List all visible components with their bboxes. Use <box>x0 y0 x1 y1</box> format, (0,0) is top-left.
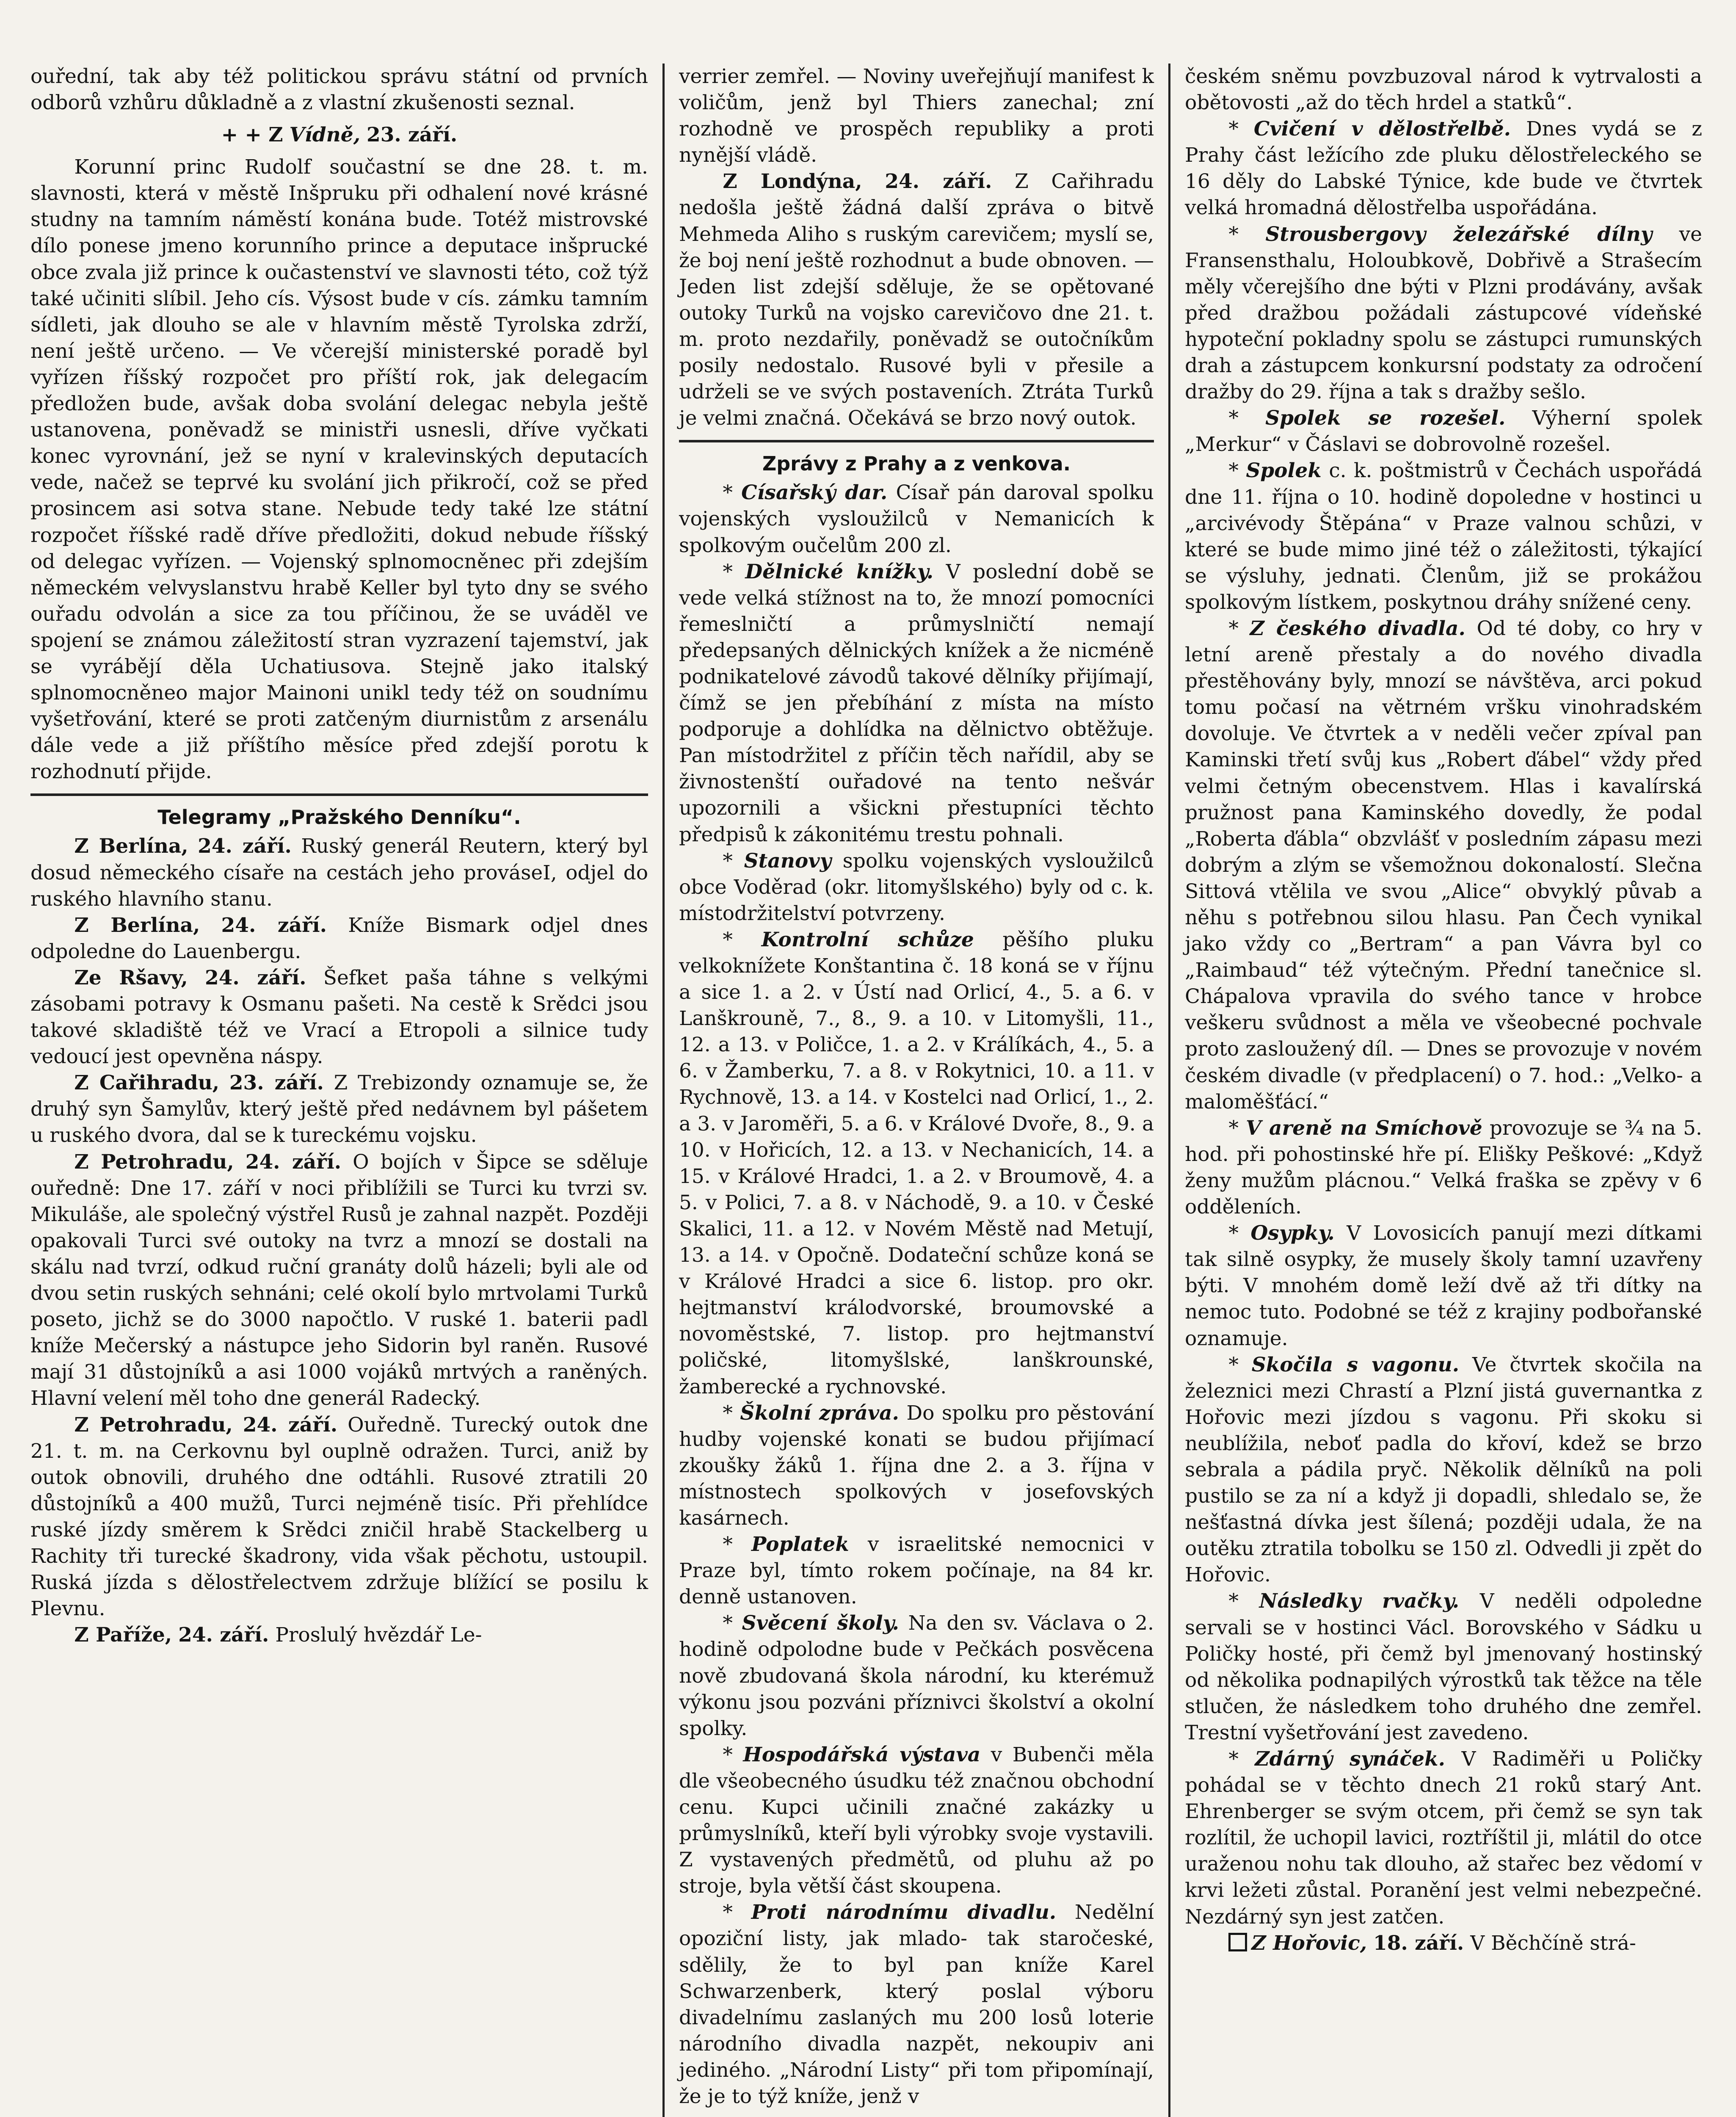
news-item: * Spolek c. k. poštmistrů v Čechách uspořádá dne 11. října o 10. hodině dopoledne v hostinci u „arcivévody Štěpána“ v Praze valnou schůzi, v které se bude mimo jiné též o záležitosti, týkající se výsluhy, jednati. Členům, již se prokážou spolkovým lístkem, poskytnou dráhy snížené ceny. <box>1185 459 1702 614</box>
news-lead: Spolek <box>1246 459 1322 483</box>
news-text: Dnes vydá se z Prahy část ležícího zde pluku dělostřeleckého se 16 děly do Labské Týnice, kde bude ve čtvrtek velká hromadná dělostřelba uspořádána. <box>1185 117 1702 220</box>
vienna-report: Korunní princ Rudolf součastní se dne 28. t. m. slavnosti, která v městě Inšpruku při odhalení nové krásné studny na tamním náměstí konána bude. Totéž mistrovské dílo ponese jmeno korunního prince a deputace inšprucké obce zvala již prince k oučastenství ve slavnosti této, což týž také učiniti slíbil. Jeho cís. Výsost bude v cís. zámku tamním sídleti, jak dlouho se ale v hlavním městě Tyrolska zdrží, není ještě určeno. — Ve včerejší ministerské poradě byl vyřízen říšský rozpočet pro příští rok, jak delegacím předložen bude, avšak doba svolání delegac nebyla ještě ustanovena, poněvadž se ministři usnesli, dříve vyčkati konec vyrovnání, jež se nyní v kralevinských deputacích vede, načež se teprvé ku svolání jich přikročí, což se před prosincem asi sotva stane. Nebude tedy také lze státní rozpočet říšské radě dříve předložiti, dokud nebude říšský od delegac vyřízen. — Vojenský splnomocněnec při zdejším německém velvyslanstvu hrabě Keller byl tyto dny se svého ouřadu odvolán a sice za tou příčinou, že se uváděl ve spojení se známou záležitostí stran vyzrazení tajemství, jak se vyrábějí děla Uchatiusova. Stejně jako italský splnomocněneo major Mainoni unikl tedy též on soudnímu vyšetřování, které se proti zatčeným diurnistům z arsenálu dále vede a již příštího měsíce před zdejší porotu k rozhodnutí přijde. <box>30 155 648 784</box>
news-lead: Následky rvačky. <box>1259 1589 1460 1613</box>
news-item: * Školní zpráva. Do spolku pro pěstování hudby vojenské konati se budou přijímací zkoušky žáků 1. října dne 2. a 3. října v místnostech spolkových v josefovských kasárnech. <box>679 1401 1154 1530</box>
news-lead: Zdárný synáček. <box>1255 1747 1445 1771</box>
news-text: Císař pán daroval spolku vojenských vysloužilců v Nemanicích k spolkovým oučelům 200 zl. <box>679 481 1154 557</box>
column-2 <box>665 64 1170 2117</box>
news-lead: Kontrolní schůze <box>761 928 974 951</box>
news-lead: Spolek se rozešel. <box>1265 406 1506 430</box>
news-item: * Cvičení v dělostřelbě. Dnes vydá se z Prahy část ležícího zde pluku dělostřeleckého se 16 děly do Labské Týnice, kde bude ve čtvrtek velká hromadná dělostřelba uspořádána. <box>1185 117 1702 220</box>
dateline-date: 23. září. <box>367 123 458 147</box>
news-item: * Osypky. V Lovosicích panují mezi dítkami tak silně osypky, že musely školy tamní uzavřeny býti. V mnohém domě leží dvě až tři dítky na nemoc tuto. Podobné se též z krajiny podbořanské oznamuje. <box>1185 1222 1702 1350</box>
news-item: * Kontrolní schůze pěšího pluku velkoknížete Konštantina č. 18 koná se v říjnu a sice 1. a 2. v Ústí nad Orlicí, 4., 5. a 6. v Lanškrouně, 7., 8., 9. a 10. v Litomyšli, 11., 12. a 13. v Poličce, 1. a 2. v Králíkách, 4., 5. a 6. v Žamberku, 7. a 8. v Rokytnici, 10. a 11. v Rychnově, 13. a 14. v Kostelci nad Orlicí, 1., 2. a 3. v Jaroměři, 5. a 6. v Králové Dvoře, 8., 9. a 10. v Hořicích, 12. a 13. v Nechanicích, 14. a 15. v Králové Hradci, 1. a 2. v Broumově, 4. a 5. v Polici, 7. a 8. v Náchodě, 9. a 10. v České Skalici, 11. a 12. v Novém Městě nad Metují, 13. a 14. v Opočně. Dodateční schůze koná se v Králové Hradci a sice 6. listop. pro okr. hejtmanství králodvorské, broumovské a novoměstské, 7. listop. pro hejtmanství poličské, litomyšlské, lanškrounské, žamberecké a rychnovské. <box>679 928 1154 1398</box>
telegram-place: Z Paříže, <box>74 1623 172 1647</box>
telegram-place: Ze Ršavy, <box>74 966 188 989</box>
telegram-date: 24. září. <box>198 835 292 858</box>
telegram-place: Z Petrohradu, <box>74 1413 233 1437</box>
news-item-last <box>1185 1930 1702 1957</box>
telegram-date: 24. září. <box>204 966 306 989</box>
telegram-carihrad <box>30 1070 648 1149</box>
news-lead: Cvičení v dělostřelbě. <box>1253 117 1511 141</box>
news-text: V Lovosicích panují mezi dítkami tak silně osypky, že musely školy tamní uzavřeny býti. V mnohém domě leží dvě až tři dítky na nemoc tuto. Podobné se též z krajiny podbořanské oznamuje. <box>1185 1222 1702 1350</box>
news-text: V neděli odpoledne servali se v hostinci Václ. Borovského v Sádku u Poličky hosté, při čemž byl jmenovaný hostinský od několika podnapilých výrostků tak těžce na těle stlučen, že následkem toho druhého dne zemřel. Trestní vyšetřování jest zavedeno. <box>1185 1589 1702 1744</box>
news-text: v israelitské nemocnici v Praze byl, tímto rokem počínaje, na 84 kr. denně ustanoven. <box>679 1533 1154 1609</box>
news-text: pěšího pluku velkoknížete Konštantina č. 18 koná se v říjnu a sice 1. a 2. v Ústí nad Orlicí, 4., 5. a 6. v Lanškrouně, 7., 8., 9. a 10. v Litomyšli, 11., 12. a 13. v Poličce, 1. a 2. v Králíkách, 4., 5. a 6. v Žamberku, 7. a 8. v Rokytnici, 10. a 11. v Rychnově, 13. a 14. v Kostelci nad Orlicí, 1., 2. a 3. v Jaroměři, 5. a 6. v Králové Dvoře, 8., 9. a 10. v Hořicích, 12. a 13. v Nechanicích, 14. a 15. v Králové Hradci, 1. a 2. v Broumově, 4. a 5. v Polici, 7. a 8. v Náchodě, 9. a 10. v České Skalici, 11. a 12. v Novém Městě nad Metují, 13. a 14. v Opočně. Dodateční schůze koná se v Králové Hradci a sice 6. listop. pro okr. hejtmanství králodvorské, broumovské a novoměstské, 7. listop. pro hejtmanství poličské, litomyšlské, lanškrounské, žamberecké a rychnovské. <box>679 928 1154 1398</box>
telegram-london <box>679 169 1154 431</box>
news-item: * Spolek se rozešel. Výherní spolek „Merkur“ v Čáslavi se dobrovolně rozešel. <box>1185 406 1702 456</box>
news-lead: Dělnické knížky. <box>745 560 934 583</box>
news-text: V Běchčíně strá- <box>1470 1931 1636 1955</box>
telegram-parize <box>30 1622 648 1648</box>
square-box-icon <box>1228 1933 1247 1951</box>
telegram-text: O bojích v Šipce se sděluje ouředně: Dne 17. září v noci přiblížili se Turci ku tvrzi sv. Mikuláše, ale společný výstřel Rusů je zahnal nazpět. Později opakovali Turci své outoky na tvrz a mnozí se dostali na skálu nad tvrzí, odkud ruční granáty dolů házeli; byli ale od dvou setin ruských sehnáni; celé okolí bylo mrtvolami Turků poseto, jichž se do 3000 napočtlo. V ruské 1. baterii padl kníže Mečerský a nástupce jeho Sidorin byl raněn. Rusové mají 31 důstojníků a asi 1000 vojáků mrtvých a raněných. Hlavní velení měl toho dne generál Radecký. <box>30 1150 648 1410</box>
news-lead: V areně na Smíchově <box>1246 1116 1482 1140</box>
cross-marks: + + Z <box>221 123 283 147</box>
telegram-date: 24. září. <box>221 913 327 937</box>
telegram-berlin-2 <box>30 912 648 965</box>
continued-paragraph: verrier zemřel. — Noviny uveřejňují manifest k voličům, jenž byl Thiers zanechal; zní rozhodně ve prospěch republiky a proti nynější vládě. <box>679 65 1154 167</box>
news-item: * Svěcení školy. Na den sv. Václava o 2. hodině odpolodne bude v Pečkách posvěcena nově zbudovaná škola národní, ku kterémuž výkonu jsou pozváni příznivci školství a okolní spolky. <box>679 1611 1154 1740</box>
news-lead: Poplatek <box>751 1533 849 1556</box>
telegram-place: Z Londýna, <box>723 170 862 193</box>
news-lead: Císařský dar. <box>741 481 888 505</box>
news-item: * V areně na Smíchově provozuje se ¾ na 5. hod. při pohostinské hře pí. Elišky Peškové: „Když ženy mužům plácnou.“ Velká fraška se zpěvy v 6 odděleních. <box>1185 1116 1702 1219</box>
news-item: * Z českého divadla. Od té doby, co hry v letní areně přestaly a do nového divadla přestěhovány byly, mnozí se návštěva, arci pokud tomu počasí na větrném vršku vinohradském dovoluje. Ve čtvrtek a v neděli večer zpíval pan Kaminski třetí svůj kus „Robert ďábel“ vždy před velmi četným obecenstvem. Hlas i kavalírská pružnost pana Kaminského dovedly, že podal „Roberta ďábla“ obzvlášť v posledním zápasu mezi dobrým a zlým se všemožnou dokonalostí. Slečna Sittová vtělila ve svou „Alice“ obvyklý půvab a něhu s potřebnou silou hlasu. Pan Čech vynikal jako vždy co „Bertram“ a pan Vávra byl co „Raimbaud“ též výtečným. Přední tanečnice sl. Chápalova vpravila do svého tance v hrobce veškeru svůdnost a měla ve všeobecné pochvale proto zasloužený díl. — Dnes se provozuje v novém českém divadle (v předplacení) o 7. hod.: „Velko- a maloměšťácí.“ <box>1185 616 1702 1114</box>
telegram-place: Z Petrohradu, <box>74 1150 234 1174</box>
news-lead: Svěcení školy. <box>742 1611 899 1635</box>
telegram-berlin-1 <box>30 833 648 912</box>
section-divider <box>679 440 1154 442</box>
news-text: Ve čtvrtek skočila na železnici mezi Chrastí a Plzní jistá guvernantka z Hořovic mezi jízdou s vagonu. Při skoku si neublížila, neboť padla do křoví, kdež se brzo sebrala a pádila pryč. Několik dělníků na poli pustilo se za ní a když ji dopadli, shledalo se, že nešťastná dívka jest šílená; později udala, že na outěku ztratila tobolku se 150 zl. Odvedli ji zpět do Hořovic. <box>1185 1353 1702 1587</box>
news-text: spolku vojenských vysloužilců obce Voděrad (okr. litomyšlského) byly od c. k. místodržitelství potvrzeny. <box>679 849 1154 925</box>
news-section-title: Zprávy z Prahy a z venkova. <box>762 452 1071 475</box>
news-text: ve Fransensthalu, Holoubkově, Dobřivě a Strašecím měly včerejšího dne býti v Plzni prodávány, avšak před dražbou požádali zástupcové vídeňské hypoteční pokladny spolu se zástupci rumunských drah a zástupcem konkursní podstaty za odročení dražby do 29. října a tak s dražby sešlo. <box>1185 222 1702 404</box>
news-lead: Školní zpráva. <box>740 1401 899 1425</box>
news-date: 18. září. <box>1373 1931 1464 1955</box>
news-text: Od té doby, co hry v letní areně přestaly a do nového divadla přestěhovány byly, mnozí se návštěva, arci pokud tomu počasí na větrném vršku vinohradském dovoluje. Ve čtvrtek a v neděli večer zpíval pan Kaminski třetí svůj kus „Robert ďábel“ vždy před velmi četným obecenstvem. Hlas i kavalírská pružnost pana Kaminského dovedly, že podal „Roberta ďábla“ obzvlášť v posledním zápasu mezi dobrým a zlým se všemožnou dokonalostí. Slečna Sittová vtělila ve svou „Alice“ obvyklý půvab a něhu s potřebnou silou hlasu. Pan Čech vynikal jako vždy co „Bertram“ a pan Vávra byl co „Raimbaud“ též výtečným. Přední tanečnice sl. Chápalova vpravila do svého tance v hrobce veškeru svůdnost a měla ve všeobecné pochvale proto zasloužený díl. — Dnes se provozuje v novém českém divadle (v předplacení) o 7. hod.: „Velko- a maloměšťácí.“ <box>1185 616 1702 1114</box>
news-item: * Následky rvačky. V neděli odpoledne servali se v hostinci Václ. Borovského v Sádku u Poličky hosté, při čemž byl jmenovaný hostinský od několika podnapilých výrostků tak těžce na těle stlučen, že následkem toho druhého dne zemřel. Trestní vyšetřování jest zavedeno. <box>1185 1589 1702 1744</box>
telegram-date: 24. září. <box>885 170 992 193</box>
telegram-text: Ouředně. Turecký outok dne 21. t. m. na Cerkovnu byl ouplně odražen. Turci, aniž by outok obnovili, druhého dne odtáhli. Rusové ztratili 20 důstojníků a 400 mužů, Turci nejméně tisíc. Při přehlídce ruské jízdy směrem k Srědci zničil hrabě Stackelberg u Rachity tři turecké škadrony, vida však pěchotu, ustoupil. Ruská jízda s dělostřelectvem zdržuje blížící se posilu k Plevnu. <box>30 1413 648 1621</box>
news-item: * Poplatek v israelitské nemocnici v Praze byl, tímto rokem počínaje, na 84 kr. denně ustanoven. <box>679 1533 1154 1609</box>
telegram-section-title: Telegramy „Pražského Denníku“. <box>157 806 521 829</box>
telegram-petrohrad-1 <box>30 1149 648 1412</box>
news-text: provozuje se ¾ na 5. hod. při pohostinské hře pí. Elišky Peškové: „Když ženy mužům plácnou.“ Velká fraška se zpěvy v 6 odděleních. <box>1185 1116 1702 1219</box>
column-1 <box>21 64 665 2117</box>
telegram-date: 24. září. <box>243 1413 338 1437</box>
news-lead: Strousbergovy železářské dílny <box>1265 222 1653 246</box>
news-item: * Císařský dar. Císař pán daroval spolku vojenských vysloužilců v Nemanicích k spolkovým oučelům 200 zl. <box>679 481 1154 557</box>
telegram-place: Z Berlína, <box>74 913 200 937</box>
column-3 <box>1170 64 1717 2117</box>
telegram-text: Ruský generál Reutern, který byl dosud německého císaře na cestách jeho prováseI, odjel do ruského hlavního stanu. <box>30 835 648 911</box>
news-text: V Radiměři u Poličky pohádal se v těchto dnech 21 roků starý Ant. Ehrenberger se svým otcem, při čemž se syn tak rozlítil, že uchopil lavici, roztříštil ji, mlátil do otce uraženou nohu tak dlouho, až stařec bez vědomí v krvi ležeti zůstal. Poranění jest velmi nebezpečné. Nezdárný syn jest zatčen. <box>1185 1747 1702 1929</box>
news-text: Na den sv. Václava o 2. hodině odpolodne bude v Pečkách posvěcena nově zbudovaná škola národní, ku kterémuž výkonu jsou pozváni příznivci školství a okolní spolky. <box>679 1611 1154 1740</box>
telegram-date: 24. září. <box>245 1150 342 1174</box>
news-place: Z Hořovic, <box>1251 1931 1367 1955</box>
news-lead: Osypky. <box>1250 1222 1335 1245</box>
vienna-dateline <box>30 122 648 148</box>
telegram-text: Proslulý hvězdář Le- <box>275 1623 482 1647</box>
news-text: c. k. poštmistrů v Čechách uspořádá dne 11. října o 10. hodině dopoledne v hostinci u „arcivévody Štěpána“ v Praze valnou schůzi, v které se bude mimo jiné též o záležitosti, týkající se výsluhy, jednati. Členům, již se prokážou spolkovým lístkem, poskytnou dráhy snížené ceny. <box>1185 459 1702 614</box>
article-intro-paragraph: ouřední, tak aby též politickou správu státní od prvních odborů vzhůru důkladně a z vlastní zkušenosti seznal. <box>30 65 648 115</box>
telegram-text: Z Cařihradu nedošla ještě žádná další zpráva o bitvě Mehmeda Aliho s ruským carevičem; myslí se, že boj není ještě rozhodnut a bude obnoven. — Jeden list zdejší sděluje, že se opětované outoky Turků na vojsko carevičovo dne 21. t. m. proto nezdařily, poněvadž se outočníkům posily nedostalo. Rusové byli v přesile a udrželi se ve svých postaveních. Ztráta Turků je velmi značná. Očekává se brzo nový outok. <box>679 170 1154 430</box>
telegram-text: Z Trebizondy oznamuje se, že druhý syn Šamylův, který ještě před nedávnem byl pášetem u ruského dvora, dal se k tureckému vojsku. <box>30 1071 648 1147</box>
news-text: v Bubenči měla dle všeobecného úsudku též značnou obchodní cenu. Kupci učinili značné zakázky u průmyslníků, kteří byli výrobky svoje vystavili. Z vystavených předmětů, od pluhu až po stroje, byla větší část skoupena. <box>679 1743 1154 1898</box>
news-item: * Proti národnímu divadlu. Nedělní opoziční listy, jak mlado- tak staročeské, sdělily, že to byl pan kníže Karel Schwarzenberk, který poslal výboru divadelnímu zaslaných mu 200 losů loterie národního divadla nazpět, nekoupiv ani jediného. „Národní Listy“ při tom připomínají, že je to týž kníže, jenž v <box>679 1901 1154 2109</box>
news-lead: Hospodářská výstava <box>743 1743 981 1766</box>
section-divider <box>30 793 648 796</box>
news-lead: Proti národnímu divadlu. <box>751 1901 1057 1924</box>
news-text: Do spolku pro pěstování hudby vojenské konati se budou přijímací zkoušky žáků 1. října dne 2. a 3. října v místnostech spolkových v josefovských kasárnech. <box>679 1401 1154 1530</box>
news-item: * Zdárný synáček. V Radiměři u Poličky pohádal se v těchto dnech 21 roků starý Ant. Ehrenberger se svým otcem, při čemž se syn tak rozlítil, že uchopil lavici, roztříštil ji, mlátil do otce uraženou nohu tak dlouho, až stařec bez vědomí v krvi ležeti zůstal. Poranění jest velmi nebezpečné. Nezdárný syn jest zatčen. <box>1185 1747 1702 1929</box>
telegram-rsava <box>30 965 648 1070</box>
dateline-place: Vídně, <box>289 123 361 147</box>
news-text: Výherní spolek „Merkur“ v Čáslavi se dobrovolně rozešel. <box>1185 406 1702 456</box>
telegram-place: Z Berlína, <box>74 835 188 858</box>
columns <box>21 64 1719 2117</box>
telegram-place: Z Cařihradu, <box>74 1071 220 1095</box>
news-lead: Skočila s vagonu. <box>1251 1353 1460 1376</box>
news-item: * Stanovy spolku vojenských vysloužilců obce Voděrad (okr. litomyšlského) byly od c. k. místodržitelství potvrzeny. <box>679 849 1154 925</box>
news-item: * Strousbergovy železářské dílny ve Fransensthalu, Holoubkově, Dobřivě a Strašecím měly včerejšího dne býti v Plzni prodávány, avšak před dražbou požádali zástupcové vídeňské hypoteční pokladny spolu se zástupci rumunských drah a zástupcem konkursní podstaty za odročení dražby do 29. října a tak s dražby sešlo. <box>1185 222 1702 404</box>
telegram-text: Kníže Bismark odjel dnes odpoledne do Lauenbergu. <box>30 913 648 963</box>
continued-paragraph: českém sněmu povzbuzoval národ k vytrvalosti a obětovosti „až do těch hrdel a statků“. <box>1185 65 1702 115</box>
telegram-date: 23. září. <box>229 1071 324 1095</box>
news-item: * Skočila s vagonu. Ve čtvrtek skočila na železnici mezi Chrastí a Plzní jistá guvernantka z Hořovic mezi jízdou s vagonu. Při skoku si neublížila, neboť padla do křoví, kdež se brzo sebrala a pádila pryč. Několik dělníků na poli pustilo se za ní a když ji dopadli, shledalo se, že nešťastná dívka jest šílená; později udala, že na outěku ztratila tobolku se 150 zl. Odvedli ji zpět do Hořovic. <box>1185 1353 1702 1587</box>
news-text: V poslední době se vede velká stížnost na to, že mnozí pomocníci řemeslničtí a průmyslničtí nemají předepsaných dělnických knížek a že nicméně podnikatelové závodů takové dělníky přijímají, čímž se jen přebíhání z místa na místo podporuje a dohlídka na dělnictvo obtěžuje. Pan místodržitel z příčin těch nařídil, aby se živnostenští ouřadové na tento nešvár upozornili a všickni přestupníci těchto předpisů k zákonitému trestu pohnali. <box>679 560 1154 846</box>
telegram-text: Šefket paša táhne s velkými zásobami potravy k Osmanu pašeti. Na cestě k Srědci jsou takové skladiště též ve Vrací a Etropoli a silnice tudy vedoucí jest opevněna náspy. <box>30 966 648 1069</box>
news-item: * Hospodářská výstava v Bubenči měla dle všeobecného úsudku též značnou obchodní cenu. Kupci učinili značné zakázky u průmyslníků, kteří byli výrobky svoje vystavili. Z vystavených předmětů, od pluhu až po stroje, byla větší část skoupena. <box>679 1743 1154 1898</box>
news-lead: Stanovy <box>744 849 831 873</box>
news-item: * Dělnické knížky. V poslední době se vede velká stížnost na to, že mnozí pomocníci řemeslničtí a průmyslničtí nemají předepsaných dělnických knížek a že nicméně podnikatelové závodů takové dělníky přijímají, čímž se jen přebíhání z místa na místo podporuje a dohlídka na dělnictvo obtěžuje. Pan místodržitel z příčin těch nařídil, aby se živnostenští ouřadové na tento nešvár upozornili a všickni přestupníci těchto předpisů k zákonitému trestu pohnali. <box>679 560 1154 846</box>
news-lead: Z českého divadla. <box>1250 616 1466 640</box>
telegram-petrohrad-2 <box>30 1412 648 1622</box>
news-text: Nedělní opoziční listy, jak mlado- tak staročeské, sdělily, že to byl pan kníže Karel Schwarzenberk, který poslal výboru divadelnímu zaslaných mu 200 losů loterie národního divadla nazpět, nekoupiv ani jediného. „Národní Listy“ při tom připomínají, že je to týž kníže, jenž v <box>679 1901 1154 2109</box>
telegram-date: 24. září. <box>178 1623 269 1647</box>
